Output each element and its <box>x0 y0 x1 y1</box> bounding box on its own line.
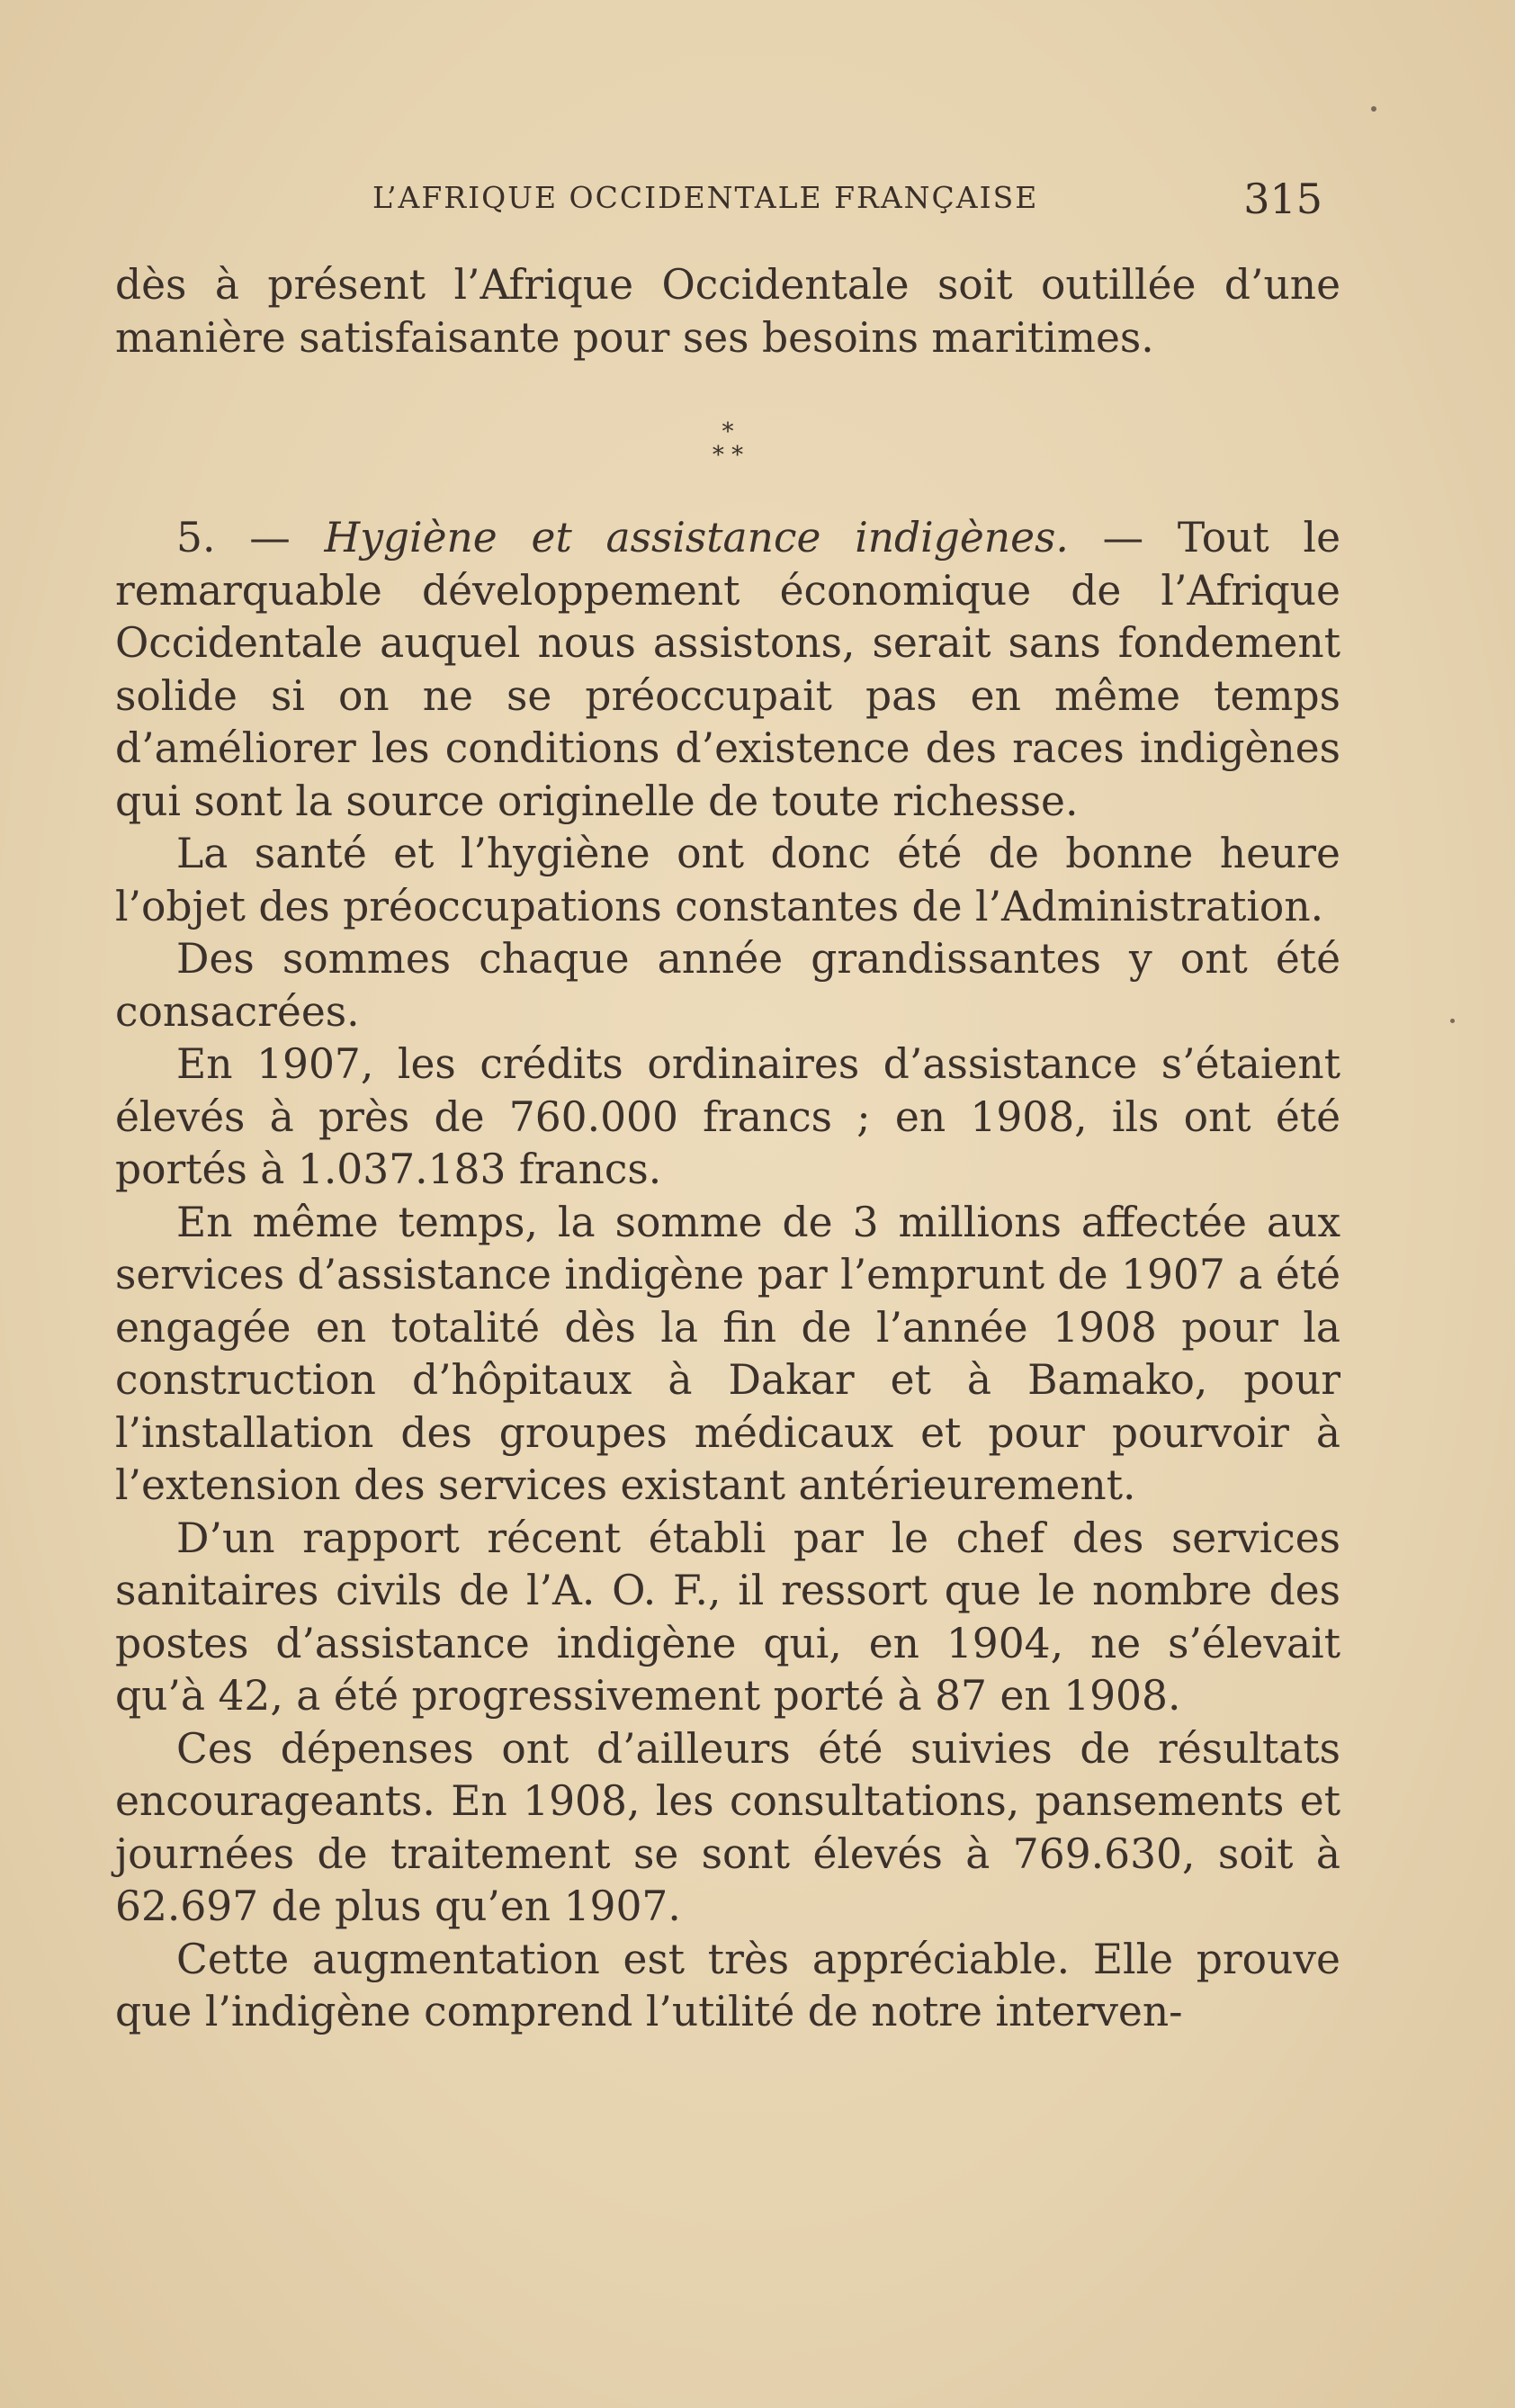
section-separator-asterism <box>115 420 1340 467</box>
paragraph-loan: En même temps, la somme de 3 millions affectée aux services d’assistance indigène par l’emprunt de 1907 a été engagée en totalité dès la fin de l’année 1908 pour la construction d’hôpitaux à Dakar et à Bamako, pour l’installation des groupes médicaux et pour pourvoir à l’extension des services existant antérieurement. <box>115 1198 1340 1509</box>
paragraph-continuation: dès à présent l’Afrique Occidentale soit outillée d’une manière satisfaisante pour ses besoins maritimes. <box>115 261 1340 362</box>
paper-speck <box>1450 1019 1455 1023</box>
paragraph-sums: Des sommes chaque année grandissantes y ont été consacrées. <box>115 935 1340 1036</box>
page-number: 315 <box>1243 175 1322 223</box>
asterism-bottom: * * <box>712 442 744 469</box>
body-text <box>115 259 1340 2039</box>
running-title: L’AFRIQUE OCCIDENTALE FRANÇAISE <box>372 180 1039 215</box>
paragraph-hygiene: La santé et l’hygiène ont donc été de bonne heure l’objet des préoccupations constantes de l’Administration. <box>115 830 1340 930</box>
section-title: Hygiène et assistance indigènes. <box>324 514 1069 562</box>
running-head <box>115 175 1340 234</box>
paragraph-augmentation: Cette augmentation est très appréciable. Elle prouve que l’indigène comprend l’utilité de notre interven- <box>115 1935 1340 2035</box>
asterism-top: * <box>722 418 734 445</box>
paragraph-credits: En 1907, les crédits ordinaires d’assistance s’étaient élevés à près de 760.000 francs ; en 1908, ils ont été portés à 1.037.183 francs. <box>115 1040 1340 1193</box>
section-paragraph <box>115 512 1340 828</box>
paragraph-results: Ces dépenses ont d’ailleurs été suivies de résultats encourageants. En 1908, les consultations, pansements et journées de traitement se sont élevés à 769.630, soit à 62.697 de plus qu’en 1907. <box>115 1724 1340 1930</box>
paper-speck <box>1371 106 1376 112</box>
section-paragraph-text: — Tout le remarquable développement économique de l’Afrique Occidentale auquel nous assistons, serait sans fondement solide si on ne se préoccupait pas en même temps d’améliorer les conditions d’existence des races indigènes qui sont la source originelle de toute richesse. <box>115 514 1340 825</box>
paragraph-report: D’un rapport récent établi par le chef des services sanitaires civils de l’A. O. F., il ressort que le nombre des postes d’assistance indigène qui, en 1904, ne s’élevait qu’à 42, a été progressivement porté à 87 en 1908. <box>115 1514 1340 1720</box>
section-number: 5. — <box>176 514 325 562</box>
